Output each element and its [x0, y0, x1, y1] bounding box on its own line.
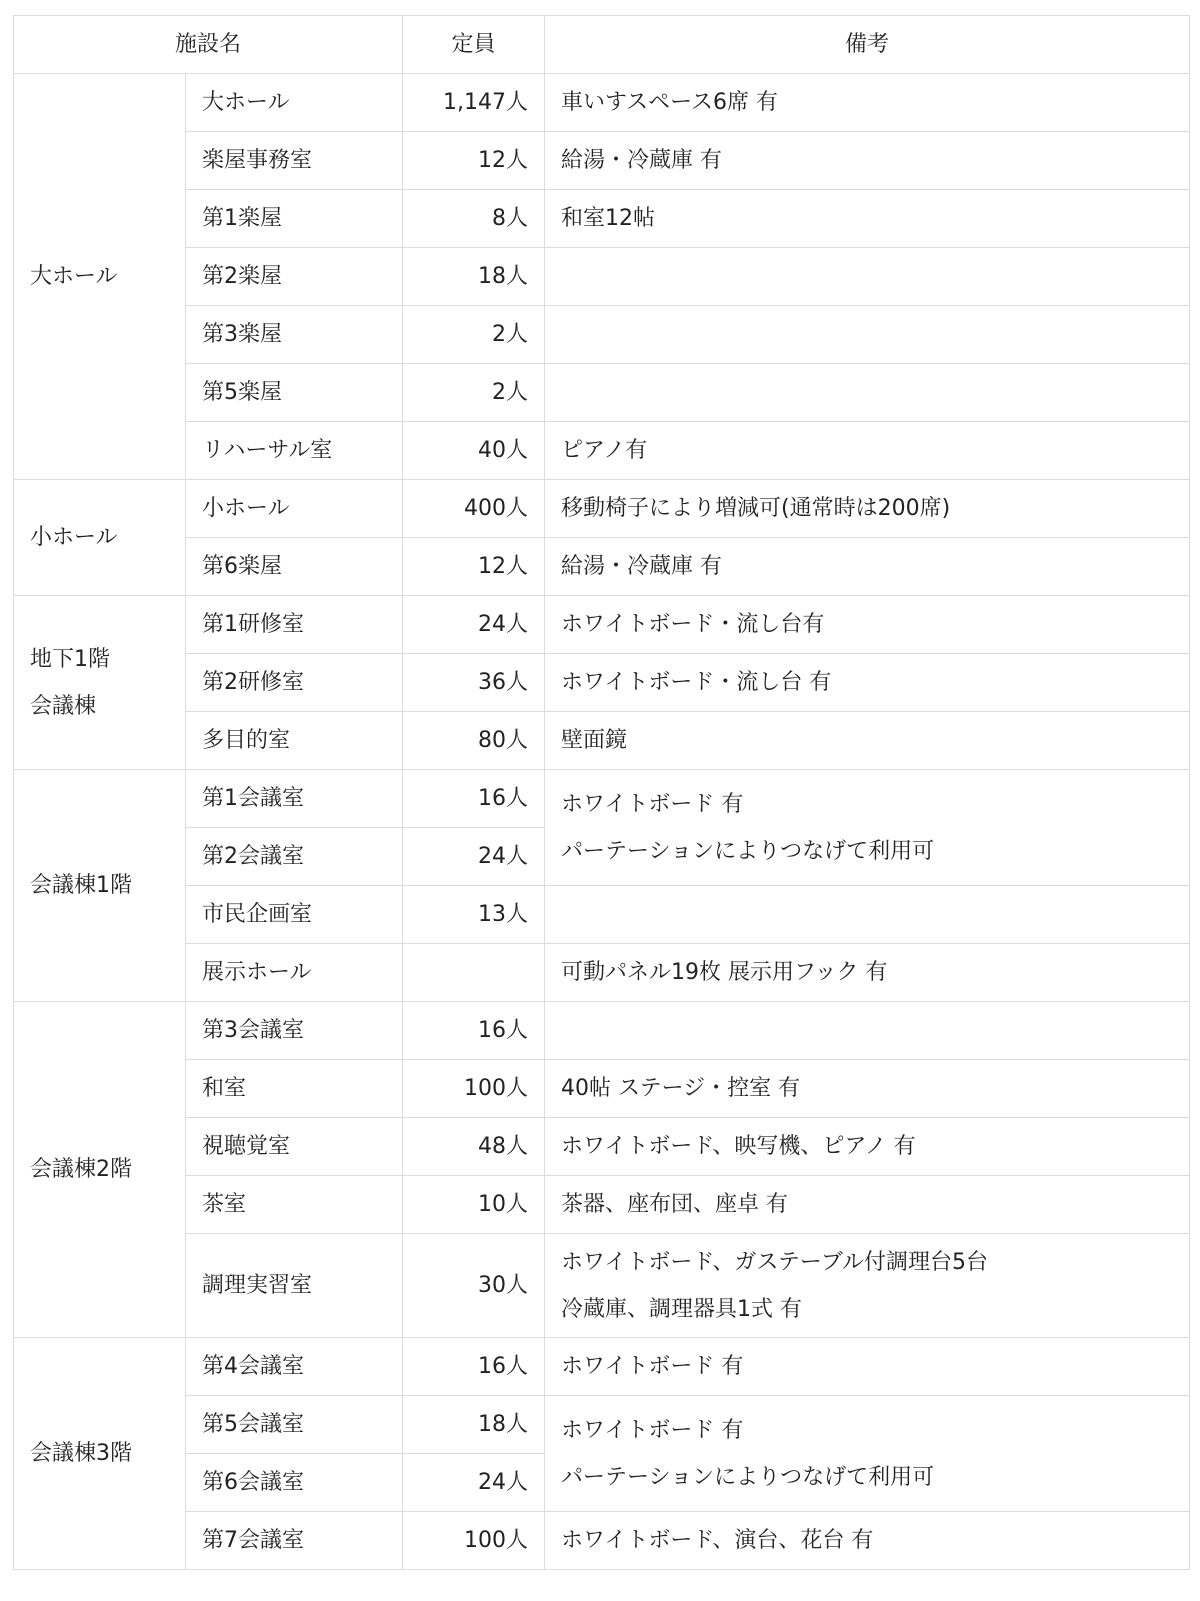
table-row — [14, 596, 1190, 654]
room-name: 第3楽屋 — [186, 306, 403, 364]
remarks-cell — [545, 1060, 1190, 1118]
table-row — [14, 1060, 1190, 1118]
capacity-value: 2人 — [403, 306, 545, 364]
remark-text: 給湯・冷蔵庫 有 — [561, 148, 723, 173]
capacity-value: 40人 — [403, 422, 545, 480]
building-cell — [14, 480, 186, 596]
remarks-cell — [545, 364, 1190, 422]
table-row — [14, 190, 1190, 248]
room-name: 小ホール — [186, 480, 403, 538]
capacity-value: 24人 — [403, 828, 545, 886]
building-cell — [14, 1002, 186, 1338]
remarks-cell — [545, 1338, 1190, 1396]
table-row — [14, 306, 1190, 364]
header-row — [14, 16, 1190, 74]
remarks-cell — [545, 654, 1190, 712]
capacity-value: 36人 — [403, 654, 545, 712]
capacity-value: 18人 — [403, 1396, 545, 1454]
capacity-value: 80人 — [403, 712, 545, 770]
building-name: 会議棟2階 — [30, 1157, 132, 1182]
table-row — [14, 132, 1190, 190]
table-row — [14, 944, 1190, 1002]
remarks-cell — [545, 248, 1190, 306]
table-row — [14, 886, 1190, 944]
capacity-value: 48人 — [403, 1118, 545, 1176]
building-name: 会議棟1階 — [30, 873, 132, 898]
remarks-cell — [545, 538, 1190, 596]
capacity-value: 12人 — [403, 538, 545, 596]
room-name: 茶室 — [186, 1176, 403, 1234]
building-name: 地下1階 — [30, 646, 110, 672]
header-facility: 施設名 — [14, 16, 403, 74]
capacity-value: 16人 — [403, 1002, 545, 1060]
building-name: 大ホール — [30, 264, 118, 289]
table-row — [14, 74, 1190, 132]
table-row — [14, 770, 1190, 828]
remark-text: ピアノ有 — [561, 438, 648, 463]
room-name: リハーサル室 — [186, 422, 403, 480]
remarks-cell — [545, 1396, 1190, 1512]
remarks-cell — [545, 944, 1190, 1002]
room-name: 第3会議室 — [186, 1002, 403, 1060]
capacity-value: 13人 — [403, 886, 545, 944]
room-name: 第7会議室 — [186, 1512, 403, 1570]
table-row — [14, 1002, 1190, 1060]
remarks-cell — [545, 1234, 1190, 1338]
building-cell — [14, 1338, 186, 1570]
room-name: 第1会議室 — [186, 770, 403, 828]
remarks-cell — [545, 1118, 1190, 1176]
table-row — [14, 480, 1190, 538]
building-name: 会議棟 — [30, 693, 97, 719]
remark-text: パーテーションによりつなげて利用可 — [561, 1464, 935, 1490]
remarks-cell — [545, 886, 1190, 944]
room-name: 展示ホール — [186, 944, 403, 1002]
table-row — [14, 1396, 1190, 1454]
remarks-cell — [545, 1002, 1190, 1060]
remark-text: 茶器、座布団、座卓 有 — [561, 1192, 789, 1217]
room-name: 調理実習室 — [186, 1234, 403, 1338]
room-name: 第2研修室 — [186, 654, 403, 712]
remark-text: 給湯・冷蔵庫 有 — [561, 554, 723, 579]
capacity-value: 100人 — [403, 1060, 545, 1118]
capacity-value: 18人 — [403, 248, 545, 306]
remark-text: ホワイトボード、映写機、ピアノ 有 — [561, 1134, 916, 1159]
room-name: 楽屋事務室 — [186, 132, 403, 190]
remarks-cell — [545, 770, 1190, 886]
table-row — [14, 364, 1190, 422]
capacity-value: 1,147人 — [403, 74, 545, 132]
remark-text: 40帖 ステージ・控室 有 — [561, 1076, 801, 1101]
room-name: 第1研修室 — [186, 596, 403, 654]
remarks-cell — [545, 74, 1190, 132]
building-name: 会議棟3階 — [30, 1441, 132, 1466]
room-name: 第4会議室 — [186, 1338, 403, 1396]
room-name: 視聴覚室 — [186, 1118, 403, 1176]
remarks-cell — [545, 422, 1190, 480]
remark-text: ホワイトボード・流し台 有 — [561, 670, 832, 695]
remarks-cell — [545, 596, 1190, 654]
room-name: 和室 — [186, 1060, 403, 1118]
table-row — [14, 538, 1190, 596]
room-name: 第5会議室 — [186, 1396, 403, 1454]
capacity-value: 400人 — [403, 480, 545, 538]
capacity-value: 12人 — [403, 132, 545, 190]
building-cell — [14, 596, 186, 770]
remark-text: 壁面鏡 — [561, 728, 628, 753]
table-body — [14, 74, 1190, 1570]
capacity-value: 24人 — [403, 1454, 545, 1512]
remark-text: ホワイトボード 有 — [561, 1354, 744, 1379]
table-row — [14, 248, 1190, 306]
capacity-value: 16人 — [403, 1338, 545, 1396]
room-name: 第6会議室 — [186, 1454, 403, 1512]
room-name: 第2楽屋 — [186, 248, 403, 306]
room-name: 第1楽屋 — [186, 190, 403, 248]
table-row — [14, 422, 1190, 480]
remarks-cell — [545, 306, 1190, 364]
capacity-value: 30人 — [403, 1234, 545, 1338]
remark-text: ホワイトボード 有 — [561, 1417, 744, 1443]
remarks-cell — [545, 1512, 1190, 1570]
remarks-cell — [545, 712, 1190, 770]
building-name: 小ホール — [30, 525, 118, 550]
remark-text: ホワイトボード、ガステーブル付調理台5台 — [561, 1249, 988, 1275]
table-row — [14, 1512, 1190, 1570]
header-capacity: 定員 — [403, 16, 545, 74]
remarks-cell — [545, 480, 1190, 538]
room-name: 第5楽屋 — [186, 364, 403, 422]
capacity-value: 2人 — [403, 364, 545, 422]
capacity-value: 24人 — [403, 596, 545, 654]
remark-text: 車いすスペース6席 有 — [561, 90, 779, 115]
table-row — [14, 1118, 1190, 1176]
remark-text: ホワイトボード・流し台有 — [561, 612, 825, 637]
capacity-value: 10人 — [403, 1176, 545, 1234]
capacity-value: 16人 — [403, 770, 545, 828]
remark-text: 移動椅子により増減可(通常時は200席) — [561, 496, 951, 521]
remarks-cell — [545, 1176, 1190, 1234]
room-name: 市民企画室 — [186, 886, 403, 944]
table-row — [14, 654, 1190, 712]
capacity-value: 100人 — [403, 1512, 545, 1570]
remarks-cell — [545, 132, 1190, 190]
remark-text: ホワイトボード、演台、花台 有 — [561, 1528, 874, 1553]
remark-text: 和室12帖 — [561, 206, 656, 231]
remarks-cell — [545, 190, 1190, 248]
building-cell — [14, 770, 186, 1002]
room-name: 大ホール — [186, 74, 403, 132]
header-remarks: 備考 — [545, 16, 1190, 74]
table-row — [14, 1338, 1190, 1396]
table-row — [14, 1234, 1190, 1338]
building-cell — [14, 74, 186, 480]
table-row — [14, 712, 1190, 770]
room-name: 第6楽屋 — [186, 538, 403, 596]
facility-capacity-table — [13, 15, 1190, 1570]
remark-text: 冷蔵庫、調理器具1式 有 — [561, 1296, 803, 1322]
remark-text: 可動パネル19枚 展示用フック 有 — [561, 960, 888, 985]
capacity-value: 8人 — [403, 190, 545, 248]
table-row — [14, 1176, 1190, 1234]
remark-text: パーテーションによりつなげて利用可 — [561, 838, 935, 864]
remark-text: ホワイトボード 有 — [561, 791, 744, 817]
capacity-value — [403, 944, 545, 1002]
room-name: 第2会議室 — [186, 828, 403, 886]
room-name: 多目的室 — [186, 712, 403, 770]
